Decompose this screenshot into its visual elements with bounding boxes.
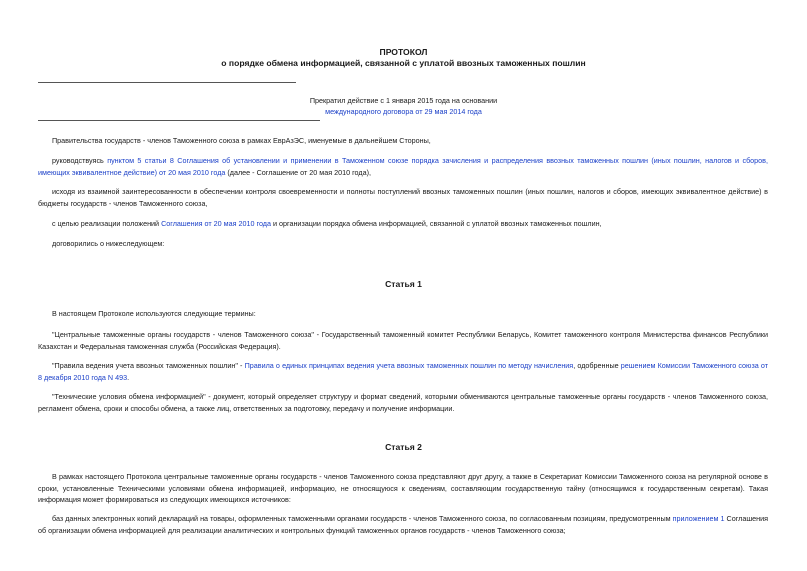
- document-title: ПРОТОКОЛ: [379, 47, 428, 57]
- status-note: Прекратил действие с 1 января 2015 года на основании: [309, 96, 498, 105]
- article-2-paragraph-2: баз данных электронных копий деклараций на товары, оформленных таможенными органами государств - членов Таможенного союза, по согласованным позициям, предусмотренным приложением 1 Соглашения об организации обмена информацией для реализации аналитических и контрольных функций таможенных органов государств - членов Таможенного союза;: [38, 514, 768, 535]
- article-2-paragraph-1: В рамках настоящего Протокола центральные таможенные органы государств - членов Таможенного союза представляют друг другу, а также в Секретариат Комиссии Таможенного союза на регулярной основе в сроки, установленные Техническими условиями обмена информацией, информацию, не относящуюся к сведениям, составляющим государственную тайну (относящимся к государственным секретам). Такая информация может формироваться из следующих имеющихся источников:: [38, 472, 768, 504]
- term-technical-conditions: "Технические условия обмена информацией" - документ, который определяет структуру и формат сведений, которыми обмениваются центральные таможенные органы государств - членов Таможенного союза, регламент обмена, сроки и способы обмена, а также лиц, ответственных за подготовку, передачу и получение информации.: [38, 392, 768, 413]
- preamble-purpose: с целью реализации положений Соглашения от 20 мая 2010 года и организации порядка обмена информацией, связанной с уплатой ввозных таможенных пошлин,: [52, 219, 602, 228]
- appendix-link[interactable]: приложением 1: [672, 514, 725, 523]
- agreement-link[interactable]: пунктом 5 статьи 8 Соглашения об установлении и применении в Таможенном союзе порядка зачисления и распределения ввозных таможенных пошлин (иных пошлин, налогов и сборов, имеющих эквивалентное действие) от 20 мая 2010 года: [38, 156, 768, 177]
- preamble-parties: Правительства государств - членов Таможенного союза в рамках ЕврАзЭС, именуемые в дальнейшем Стороны,: [52, 136, 431, 145]
- term-accounting-rules: "Правила ведения учета ввозных таможенных пошлин" - Правила о единых принципах ведения учета ввозных таможенных пошлин по методу начисления, одобренные решением Комиссии Таможенного союза от 8 декабря 2010 года N 493.: [38, 361, 769, 382]
- article-2-heading: Статья 2: [385, 442, 422, 452]
- preamble-guidance: руководствуясь пунктом 5 статьи 8 Соглашения об установлении и применении в Таможенном союзе порядка зачисления и распределения ввозных таможенных пошлин (иных пошлин, налогов и сборов, имеющих эквивалентное действие) от 20 мая 2010 года (далее - Соглашение от 20 мая 2010 года),: [38, 156, 768, 177]
- status-note-link[interactable]: [0, 106, 807, 118]
- title-divider: [38, 82, 296, 83]
- article-1-heading: Статья 1: [385, 279, 422, 289]
- preamble-agreed: договорились о нижеследующем:: [52, 239, 165, 248]
- document-subtitle: о порядке обмена информацией, связанной с уплатой ввозных таможенных пошлин: [221, 58, 586, 68]
- article-1-intro: В настоящем Протоколе используются следующие термины:: [52, 309, 256, 318]
- term-central-customs: "Центральные таможенные органы государств - членов Таможенного союза" - Государственный таможенный комитет Республики Беларусь, Комитет таможенного контроля Министерства финансов Республики Казахстан и Федеральная таможенная служба (Российская Федерация).: [38, 330, 768, 351]
- rules-link[interactable]: Правила о единых принципах ведения учета ввозных таможенных пошлин по методу начисления: [244, 361, 574, 370]
- preamble-interest: исходя из взаимной заинтересованности в обеспечении контроля своевременности и полноты поступлений ввозных таможенных пошлин (иных пошлин, налогов и сборов, имеющих эквивалентное действие) в бюджеты государств - членов Таможенного союза,: [38, 187, 768, 208]
- status-divider: [38, 120, 320, 121]
- decision-link[interactable]: решением Комиссии Таможенного союза от 8 декабря 2010 года N 493: [38, 361, 769, 382]
- status-link[interactable]: международного договора от 29 мая 2014 года: [325, 107, 482, 116]
- agreement-short-link[interactable]: Соглашения от 20 мая 2010 года: [161, 219, 271, 228]
